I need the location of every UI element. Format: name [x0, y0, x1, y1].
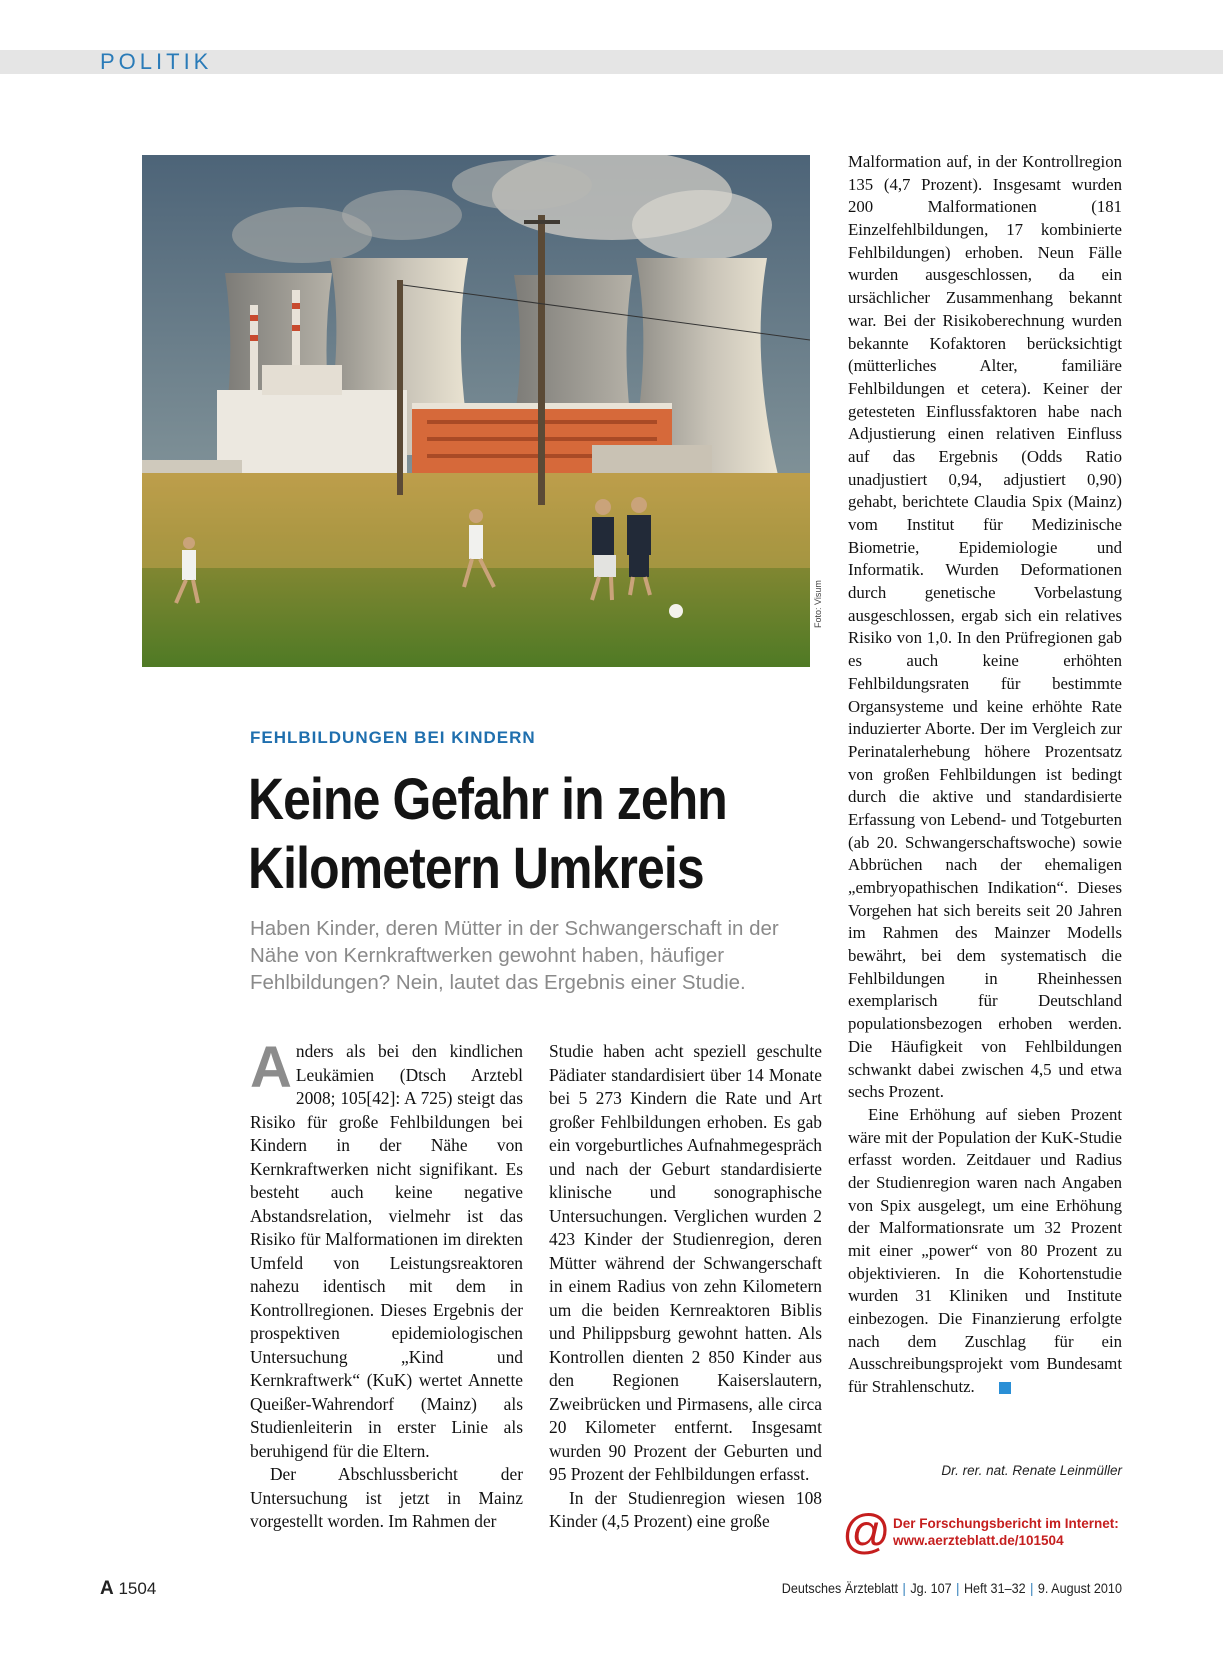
page-number: 1504 [118, 1579, 157, 1598]
journal-issue: Heft 31–32 [963, 1580, 1026, 1596]
journal-volume: Jg. 107 [910, 1580, 952, 1596]
article-photo [142, 155, 810, 667]
at-sign-icon: @ [842, 1506, 891, 1559]
article-column-2 [549, 1040, 822, 1534]
paragraph-1-text: nders als bei den kindlichen Leukämien (Dtsch Arztebl 2008; 105[42]: A 725) steigt das Risiko für große Fehlbildungen bei Kindern in der Nähe von Kernkraftwerken nicht signifikant. Es besteht auch keine negative Abstandsrelation, vielmehr ist das Risiko für Malformationen im direkten Umfeld von Leistungsreaktoren nahezu identisch mit dem in Kontrollregionen. Dieses Ergebnis der prospektiven epidemiologischen Untersuchung „Kind und Kernkraftwerk“ (KuK) wertet Annette Queißer-Wahrendorf (Mainz) als Studienleiterin in erster Linie als beruhigend für die Eltern. [250, 1041, 523, 1461]
section-label: POLITIK [100, 49, 213, 74]
journal-date: 9. August 2010 [1037, 1580, 1122, 1596]
paragraph-4: Eine Erhöhung auf sieben Prozent wäre mit der Population der KuK-Studie erfasst worden. Zeitdauer und Radius der Studienregion waren nach Angaben von Spix ausgelegt, um eine Erhöhung der Malformationsrate um 32 Prozent mit einer „power“ von 80 Prozent zu objektivieren. In die Kohortenstudie wurden 31 Kliniken und Institute einbezogen. Die Finanzierung erfolgte nach dem Zuschlag für ein Ausschreibungsprojekt vom Bundesamt für Strahlenschutz. [848, 1104, 1122, 1397]
web-link-label: Der Forschungsbericht im Internet: [893, 1516, 1119, 1531]
article-kicker: FEHLBILDUNGEN BEI KINDERN [250, 728, 536, 747]
author-byline: Dr. rer. nat. Renate Leinmüller [941, 1463, 1122, 1478]
page-folio [100, 1578, 156, 1600]
web-link[interactable] [893, 1515, 1119, 1549]
photo-credit: Foto: Visum [813, 580, 823, 628]
end-mark [999, 1382, 1011, 1394]
paragraph-2-cont: Studie haben acht speziell geschulte Pädiater standardisiert über 14 Monate bei 5 273 Kindern die Rate und Art großer Fehlbildungen erhoben. Es gab ein vorgeburtliches Aufnahmegespräch und nach der Geburt standardisierte klinische und sonographische Untersuchungen. Verglichen wurden 2 423 Kinder der Studienregion, deren Mütter während der Schwangerschaft in einem Radius von zehn Kilometern um die beiden Kernreaktoren Biblis und Philippsburg gewohnt hatten. Als Kontrollen dienten 2 850 Kinder aus den Regionen Kaiserslautern, Zweibrücken und Pirmasens, alle circa 20 Kilometer entfernt. Insgesamt wurden 90 Prozent der Geburten und 95 Prozent der Fehlbildungen erfasst. [549, 1041, 822, 1484]
journal-name: Deutsches Ärzteblatt [781, 1580, 899, 1596]
drop-cap: A [250, 1035, 292, 1100]
article-column-3 [848, 151, 1122, 1399]
paragraph-3-cont: Malformation auf, in der Kontrollregion 135 (4,7 Prozent). Insgesamt wurden 200 Malformationen (181 Einzelfehlbildungen, 17 kombinierte Fehlbildungen) erhoben. Neun Fälle wurden ausgeschlossen, da ein ursächlicher Zusammenhang bekannt war. Bei der Risikoberechnung wurden bekannte Kofaktoren berücksichtigt (mütterliches Alter, familiäre Fehlbildungen et cetera). Keiner der getesteten Einflussfaktoren habe nach Adjustierung einen relativen Einfluss auf das Ergebnis (Odds Ratio unadjustiert 0,94, adjustiert 0,90) gehabt, berichtete Claudia Spix (Mainz) vom Institut für Medizinische Biometrie, Epidemiologie und Informatik. Wurden Deformationen durch genetische Vorbelastung ausgeschlossen, ergab sich ein relatives Risiko von 1,0. In den Prüfregionen gab es auch keine erhöhten Fehlbildungsraten für bestimmte Organsysteme und keine erhöhte Rate induzierter Aborte. Der im Vergleich zur Perinatalerhebung höhere Prozentsatz von großen Fehlbildungen ist bedingt durch die aktive und standardisierte Erfassung von Lebend- und Totgeburten (ab 20. Schwangerschaftswoche) sowie Abbrüchen nach der ehemaligen „embryopathischen Indikation“. Dieses Vorgehen hat sich bereits seit 20 Jahren im Rahmen des Mainzer Modells bewährt, bei dem systematisch die Fehlbildungen in Rheinhessen exemplarisch für Deutschland populationsbezogen erhoben werden. Die Häufigkeit von Fehlbildungen schwankt dabei zwischen 4,5 und etwa sechs Prozent. [848, 152, 1122, 1102]
page-prefix: A [100, 1578, 114, 1599]
article-column-1 [250, 1035, 523, 1534]
paragraph-1 [250, 1035, 523, 1463]
article-headline: Keine Gefahr in zehn Kilometern Umkreis [248, 767, 727, 901]
web-link-url[interactable]: www.aerzteblatt.de/101504 [893, 1533, 1064, 1548]
article-lead: Haben Kinder, deren Mütter in der Schwangerschaft in der Nähe von Kernkraftwerken gewohnt haben, häufiger Fehlbildungen? Nein, lautet das Ergebnis einer Studie. [250, 917, 779, 994]
paragraph-2: Der Abschlussbericht der Untersuchung ist jetzt in Mainz vorgestellt worden. Im Rahmen der [250, 1464, 523, 1531]
paragraph-3: In der Studienregion wiesen 108 Kinder (4,5 Prozent) eine große [549, 1487, 822, 1531]
journal-footer: Deutsches Ärzteblatt | Jg. 107 | Heft 31–32 | 9. August 2010 [781, 1580, 1122, 1596]
